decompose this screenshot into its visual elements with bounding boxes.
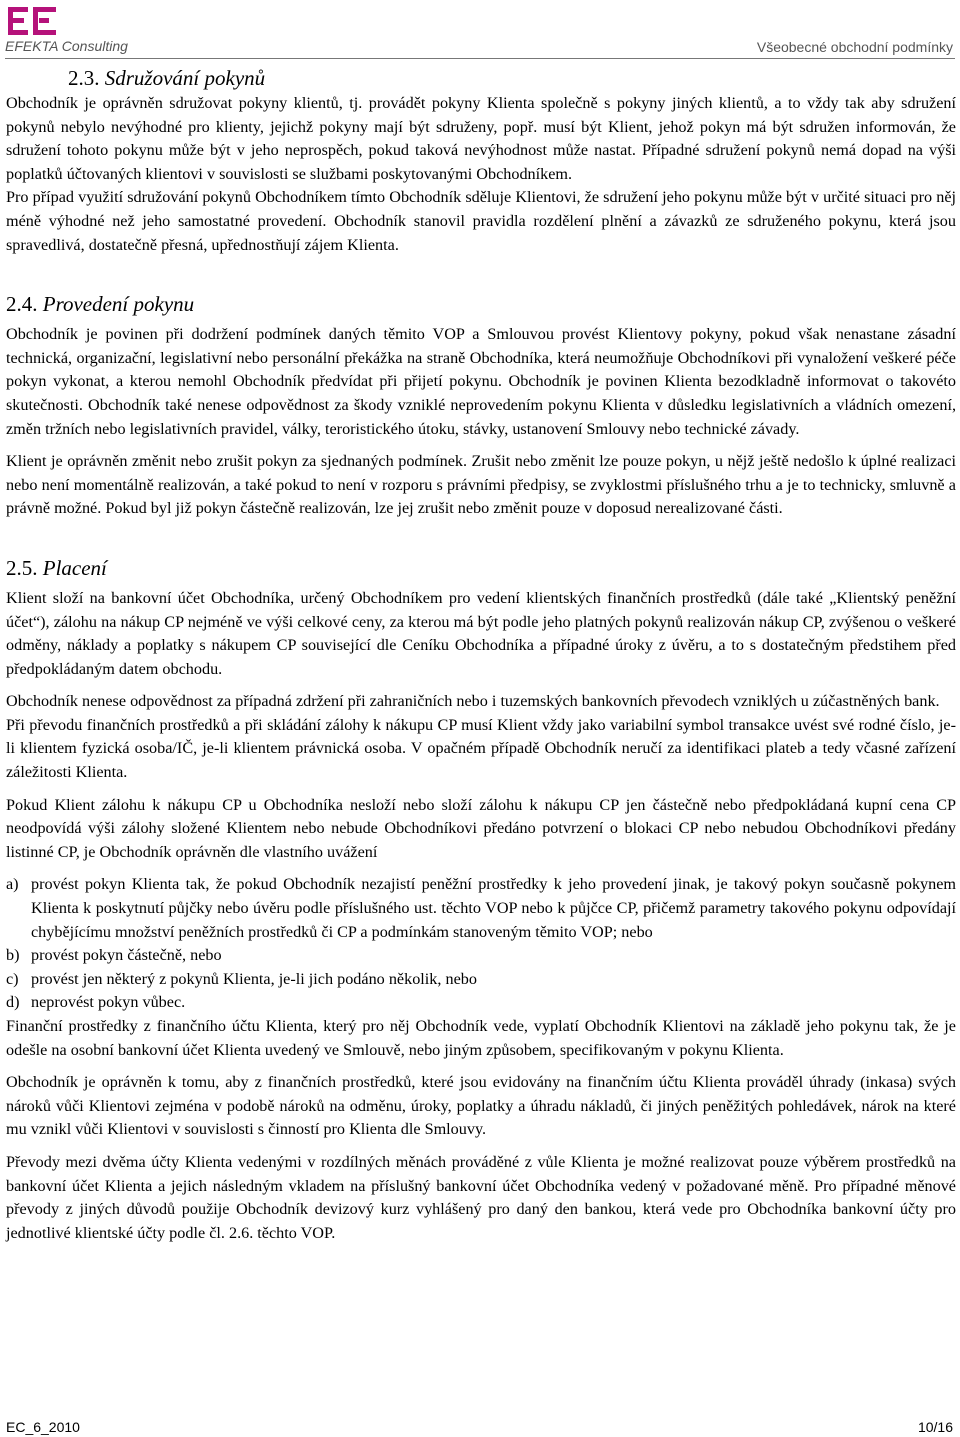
list-item-text: provést pokyn částečně, nebo (31, 946, 222, 965)
section-number: 2.3. (68, 66, 100, 90)
list-item (6, 944, 956, 968)
page-header (0, 0, 960, 62)
paragraph: Pokud Klient zálohu k nákupu CP u Obchodníka nesloží nebo složí zálohu k nákupu CP jen částečně nebo předpokládaná kupní cena CP neodpovídá výši zálohy složené Klientem nebo nebude Obchodníkovi předáno potvrzení o blokaci CP nebo nebudou Obchodníkovi předány listinné CP, je Obchodník oprávněn dle vlastního uvážení (6, 795, 956, 861)
paragraph: Finanční prostředky z finančního účtu Klienta, který pro něj Obchodník vede, vyplatí Obchodník Klientovi na základě jeho pokynu tak, že je odešle na osobní bankovní účet Klienta uvedený ve Smlouvě, nebo jiným způsobem, specifikovaným v pokynu Klienta. (6, 1017, 956, 1059)
paragraph: Obchodník je povinen při dodržení podmínek daných těmito VOP a Smlouvou provést Klientovy pokyny, pokud však nenastane zásadní technická, organizační, legislativní nebo personální překážka na straně Obchodníka, která neumožňuje Obchodníkovi při vynaložení veškeré péče pokyn vykonat, a kterou nemohl Obchodník předvídat při přijetí pokynu. Obchodník je povinen Klienta bezodkladně informovat o takovéto skutečnosti. Obchodník také nenese odpovědnost za škody vzniklé neprovedením pokynu Klienta v důsledku legislativních a vládních omezení, změn tržních nebo legislativních pravidel, války, teroristického útoku, stávky, ustanovení Smlouvy nebo technické závady. (6, 325, 956, 438)
list-item-text: neprovést pokyn vůbec. (31, 993, 186, 1012)
section-title: Placení (42, 555, 107, 580)
list-item-text: provést jen některý z pokynů Klienta, je-li jich podáno několik, nebo (31, 969, 477, 988)
paragraph: Klient složí na bankovní účet Obchodníka, určený Obchodníkem pro vedení klientských finančních prostředků (dále také „Klientský peněžní účet“), zálohu na nákup CP nejméně ve výši celkové ceny, za kterou má být podle jeho platných pokynů realizován nákup CP, zvýšenou o veškeré odměny, náklady a poplatky s nákupem CP související dle Ceníku Obchodníka a případné úroky z úvěru, a to s dostatečným předstihem před předpokládaným datem obchodu. (6, 588, 956, 678)
list-item (6, 968, 956, 992)
section-number: 2.4. (6, 292, 38, 317)
list-marker: c) (6, 969, 19, 988)
paragraph: Obchodník je oprávněn k tomu, aby z finančních prostředků, které jsou evidovány na finančním účtu Klienta prováděl úhrady (inkasa) svých nároků vůči Klientovi zejména v podobě nároků na odměnu, úroky, poplatky a úhradu nákladů, či jiných peněžitých pohledávek, nárok na které mu vznikl vůči Klientovi v souvislosti s činností pro Klienta dle Smlouvy. (6, 1073, 956, 1139)
list-marker: d) (6, 993, 20, 1012)
section-title: Provedení pokynu (42, 292, 195, 317)
list-marker: b) (6, 946, 20, 965)
document-body (6, 64, 956, 1245)
list-item-text: provést pokyn Klienta tak, že pokud Obchodník nezajistí peněžní prostředky k jeho provedení jinak, je takový pokyn současně pokynem Klienta k poskytnutí půjčky nebo úvěru podle příslušného ust. těchto VOP nebo k půjčce CP, přičemž parametry takového pokynu odpovídají chybějícímu množství peněžních prostředků či CP a podmínkám stanoveným těmito VOP; nebo (31, 875, 956, 941)
footer-page-number: 10/16 (917, 1419, 953, 1435)
list-marker: a) (6, 875, 19, 894)
list-item (6, 873, 956, 944)
company-name: EFEKTA Consulting (5, 38, 128, 54)
list-item (6, 991, 956, 1015)
paragraph: Obchodník nenese odpovědnost za případná zdržení při zahraničních nebo i tuzemských bankovních převodech vzniklých u zúčastněných bank. (6, 692, 940, 711)
paragraph: Pro případ využití sdružování pokynů Obchodníkem tímto Obchodník sděluje Klientovi, že sdružení jeho pokynu může být v určité situaci pro něj méně výhodné než jeho samostatné provedení. Obchodník stanovil pravidla rozdělení plnění a závazků ze sdruženého pokynu, která jsou spravedlivá, dostatečně přesná, upřednostňují zájem Klienta. (6, 188, 956, 254)
document-title: Všeobecné obchodní podmínky (756, 39, 953, 55)
paragraph: Převody mezi dvěma účty Klienta vedenými v rozdílných měnách prováděné z vůle Klienta je možné realizovat pouze výběrem prostředků na bankovní účet Klienta a jejich následným vkladem na příslušný bankovní účet Obchodníka vedený v požadované měně. Pro případné měnové převody z jiných důvodů použije Obchodník devizový kurz vyhlášený pro daný den bankou, která vede pro Obchodníka bankovní účty pro jednotlivé klientské účty podle čl. 2.6. těchto VOP. (6, 1152, 956, 1242)
option-list (6, 873, 956, 1015)
paragraph: Obchodník je oprávněn sdružovat pokyny klientů, tj. provádět pokyny Klienta společně s pokyny jiných klientů, a to vždy tak aby sdružení pokynů nebylo nevýhodné pro klienty, jejichž pokyny mají být sdruženy, popř. musí být Klient, jehož pokyn má být sdružen informován, že sdružení tohoto pokynu může být v jeho neprospěch, pokud taková nevýhodnost může nastat. Případné sdružení pokynů nemá dopad na výši poplatků účtovaných klientovi v souvislosti se službami poskytovanými Obchodníkem. (6, 94, 956, 183)
section-heading-2-5 (6, 554, 956, 582)
section-title: Sdružování pokynů (104, 66, 266, 90)
efekta-logo (6, 4, 58, 38)
section-heading-2-3 (68, 64, 956, 92)
section-heading-2-4 (6, 290, 956, 318)
paragraph: Klient je oprávněn změnit nebo zrušit pokyn za sjednaných podmínek. Zrušit nebo změnit lze pouze pokyn, u nějž ještě nedošlo k úplné realizaci nebo není momentálně realizován, a také pokud to není v rozporu s právními předpisy, se zvyklostmi příslušného trhu a je to technicky, smluvně a právně možné. Pokud byl již pokyn částečně realizován, lze jej zrušit nebo změnit pouze v doposud nerealizované části. (6, 452, 956, 518)
footer-document-code: EC_6_2010 (6, 1419, 80, 1435)
paragraph: Při převodu finančních prostředků a při skládání zálohy k nákupu CP musí Klient vždy jako variabilní symbol transakce uvést své rodné číslo, je-li klientem fyzická osoba/IČ, je-li klientem právnická osoba. V opačném případě Obchodník neručí za identifikaci plateb a tedy včasné zařízení záležitosti Klienta. (6, 715, 956, 782)
section-number: 2.5. (6, 555, 38, 580)
header-divider (5, 58, 955, 59)
